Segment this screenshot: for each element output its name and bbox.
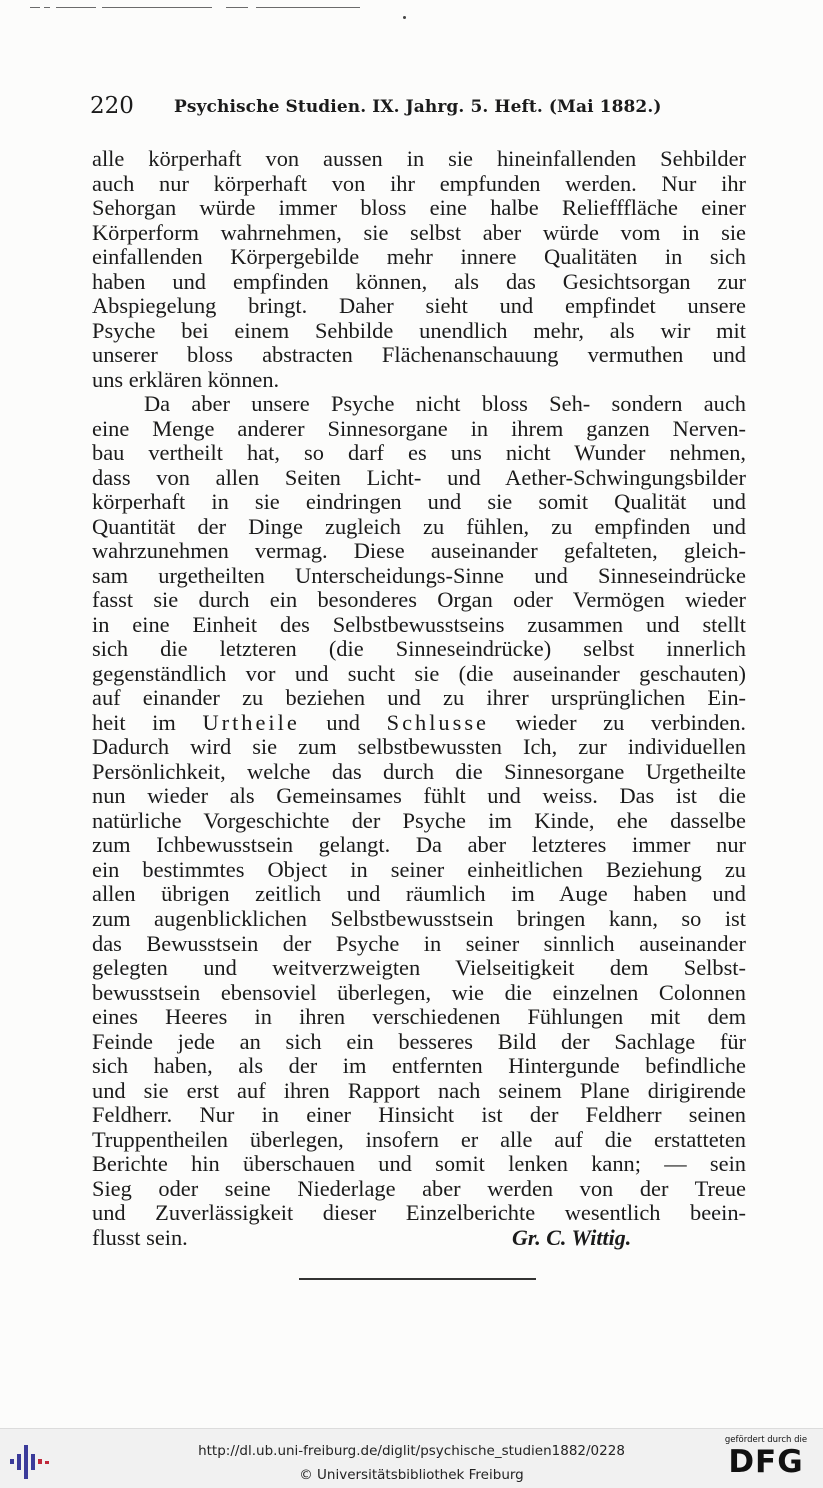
- text-line: eines Heeres in ihren verschiedenen Fühlungen mit dem: [92, 1004, 746, 1030]
- paragraph-start-line: Da aber unsere Psyche nicht bloss Seh- sondern auch: [144, 391, 746, 417]
- text-line: auf einander zu beziehen und zu ihrer ursprünglichen Ein-: [92, 685, 746, 711]
- digitization-footer: [0, 1428, 823, 1488]
- scan-dust-mark: [403, 16, 406, 19]
- text-line: auch nur körperhaft von ihr empfunden werden. Nur ihr: [92, 170, 746, 196]
- author-signature: Gr. C. Wittig.: [512, 1224, 632, 1250]
- text-line: Sehorgan würde immer bloss eine halbe Reliefffläche einer: [92, 195, 746, 221]
- text-line: allen übrigen zeitlich und räumlich im Auge haben und: [92, 881, 746, 907]
- text-line: dass von allen Seiten Licht- und Aether-Schwingungsbilder: [92, 464, 746, 490]
- text-line: sich die letzteren (die Sinneseindrücke) selbst innerlich: [92, 636, 746, 662]
- running-title: Psychische Studien. IX. Jahrg. 5. Heft. (Mai 1882.): [174, 97, 662, 117]
- text-line: alle körperhaft von aussen in sie hineinfallenden Sehbilder: [92, 146, 746, 171]
- text-line: Quantität der Dinge zugleich zu fühlen, zu empfinden und: [92, 513, 746, 539]
- text-line-spaced: [92, 711, 746, 736]
- final-line: [92, 1226, 746, 1251]
- text-line: sich haben, als der im entfernten Hintergunde befindliche: [92, 1053, 746, 1079]
- text-line: Körperform wahrnehmen, sie selbst aber würde vom in sie: [92, 219, 746, 245]
- text-line: unserer bloss abstracten Flächenanschauung vermuthen und: [92, 342, 746, 368]
- text-line: einfallenden Körpergebilde mehr innere Qualitäten in sich: [92, 244, 746, 270]
- text-line: körperhaft in sie eindringen und sie somit Qualität und: [92, 489, 746, 515]
- text-line: und sie erst auf ihren Rapport nach seinem Plane dirigirende: [92, 1077, 746, 1103]
- spaced-suffix: wieder zu verbinden.: [489, 709, 746, 735]
- text-line: nun wieder als Gemeinsames fühlt und weiss. Das ist die: [92, 783, 746, 809]
- final-text: flusst sein.: [92, 1224, 188, 1250]
- page-header: [90, 93, 746, 123]
- dfg-logo-icon: DFG: [728, 1444, 804, 1480]
- dfg-logo: [721, 1435, 811, 1483]
- text-line: Dadurch wird sie zum selbstbewussten Ich, zur individuellen: [92, 734, 746, 760]
- text-line: fasst sie durch ein besonderes Organ oder Vermögen wieder: [92, 587, 746, 613]
- text-line: sam urgetheilten Unterscheidungs-Sinne und Sinneseindrücke: [92, 562, 746, 588]
- dfg-caption: gefördert durch die: [724, 1435, 808, 1445]
- text-line: Berichte hin überschauen und somit lenken kann; — sein: [92, 1151, 746, 1177]
- text-line: und Zuverlässigkeit dieser Einzelberichte wesentlich beein-: [92, 1200, 746, 1226]
- copyright-notice: © Universitätsbibliothek Freiburg: [299, 1467, 524, 1483]
- text-line: gegenständlich vor und sucht sie (die auseinander geschauten): [92, 660, 746, 686]
- text-line: eine Menge anderer Sinnesorgane in ihrem ganzen Nerven-: [92, 415, 746, 441]
- article-body: [92, 147, 746, 1250]
- text-line: bewusstsein ebensoviel überlegen, wie die einzelnen Colonnen: [92, 979, 746, 1005]
- text-line: zum Ichbewusstsein gelangt. Da aber letzteres immer nur: [92, 832, 746, 858]
- text-line: Persönlichkeit, welche das durch die Sinnesorgane Urgetheilte: [92, 758, 746, 784]
- text-line: wahrzunehmen vermag. Diese auseinander gefalteten, gleich-: [92, 538, 746, 564]
- text-line: Truppentheilen überlegen, insofern er alle auf die erstatteten: [92, 1126, 746, 1152]
- text-line: Psyche bei einem Sehbilde unendlich mehr, als wir mit: [92, 317, 746, 343]
- text-line: bau vertheilt hat, so darf es uns nicht Wunder nehmen,: [92, 440, 746, 466]
- text-line: Feinde jede an sich ein besseres Bild der Sachlage für: [92, 1028, 746, 1054]
- paragraph-end-line: uns erklären können.: [92, 366, 280, 392]
- scan-edge-marks: [30, 7, 370, 9]
- page-number: 220: [90, 93, 134, 119]
- text-line: Abspiegelung bringt. Daher sieht und empfindet unsere: [92, 293, 746, 319]
- emphasized-word: Schlusse: [386, 709, 489, 735]
- source-url[interactable]: http://dl.ub.uni-freiburg.de/diglit/psychische_studien1882/0228: [198, 1443, 625, 1459]
- text-line: Sieg oder seine Niederlage aber werden von der Treue: [92, 1175, 746, 1201]
- text-line: Feldherr. Nur in einer Hinsicht ist der Feldherr seinen: [92, 1102, 746, 1128]
- emphasized-word: Urtheile: [202, 709, 300, 735]
- text-line: zum augenblicklichen Selbstbewusstsein bringen kann, so ist: [92, 905, 746, 931]
- text-line: in eine Einheit des Selbstbewusstseins zusammen und stellt: [92, 611, 746, 637]
- text-line: natürliche Vorgeschichte der Psyche im Kinde, ehe dasselbe: [92, 807, 746, 833]
- end-of-article-rule: [299, 1278, 536, 1280]
- text-line: gelegten und weitverzweigten Vielseitigkeit dem Selbst-: [92, 955, 746, 981]
- text-line: haben und empfinden können, als das Gesichtsorgan zur: [92, 268, 746, 294]
- spaced-mid: und: [299, 709, 387, 735]
- spaced-prefix: heit im: [92, 709, 203, 735]
- text-line: das Bewusstsein der Psyche in seiner sinnlich auseinander: [92, 930, 746, 956]
- text-line: ein bestimmtes Object in seiner einheitlichen Beziehung zu: [92, 856, 746, 882]
